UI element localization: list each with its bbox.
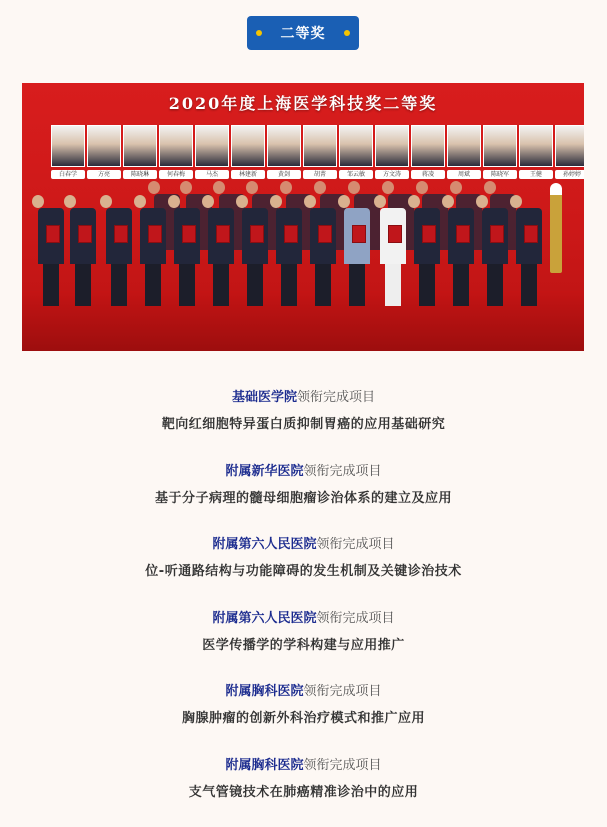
project-title: 基于分子病理的髓母细胞瘤诊治体系的建立及应用 bbox=[154, 491, 452, 506]
winner-portrait bbox=[448, 125, 480, 179]
project-entry bbox=[0, 754, 607, 800]
winner-portrait bbox=[340, 125, 372, 179]
portrait-name: 黄剑 bbox=[267, 170, 301, 179]
project-lead-label: 领衔完成项目 bbox=[316, 611, 395, 626]
project-institution: 附属胸科医院 bbox=[225, 758, 304, 773]
portrait-name: 王健 bbox=[519, 170, 553, 179]
portrait-name: 陈晓军 bbox=[483, 170, 517, 179]
badge-label: 二等奖 bbox=[280, 26, 326, 42]
project-lead-label: 领衔完成项目 bbox=[303, 464, 382, 479]
portrait-name: 陈晓琳 bbox=[123, 170, 157, 179]
portrait-name: 马杰 bbox=[195, 170, 229, 179]
winner-portrait bbox=[556, 125, 584, 179]
project-entry bbox=[0, 460, 607, 506]
winner-portrait bbox=[376, 125, 408, 179]
project-title: 胸腺肿瘤的创新外科治疗模式和推广应用 bbox=[181, 711, 425, 726]
portrait-name: 蒋凌 bbox=[411, 170, 445, 179]
winner-portrait bbox=[304, 125, 336, 179]
winner-portrait bbox=[196, 125, 228, 179]
winner-portrait bbox=[268, 125, 300, 179]
winner-portrait bbox=[124, 125, 156, 179]
project-lead-label: 领衔完成项目 bbox=[303, 684, 382, 699]
project-entry bbox=[0, 533, 607, 579]
winner-portrait bbox=[520, 125, 552, 179]
portrait-name: 邹云敏 bbox=[339, 170, 373, 179]
project-institution: 基础医学院 bbox=[231, 390, 297, 405]
project-title: 支气管镜技术在肺癌精准诊治中的应用 bbox=[188, 785, 419, 800]
project-institution: 附属新华医院 bbox=[225, 464, 304, 479]
winner-portrait bbox=[232, 125, 264, 179]
ceremony-banner-title: 2020年度上海医学科技奖二等奖 bbox=[168, 94, 438, 113]
portrait-name: 方亮 bbox=[87, 170, 121, 179]
award-ceremony-photo bbox=[22, 83, 584, 351]
portrait-name: 孙婷婷 bbox=[555, 170, 584, 179]
award-level-badge bbox=[247, 16, 359, 50]
portrait-name: 周斌 bbox=[447, 170, 481, 179]
awardee-group bbox=[36, 195, 566, 351]
project-institution: 附属第六人民医院 bbox=[212, 537, 317, 552]
badge-dot-right bbox=[344, 30, 350, 36]
portrait-name: 胡菁 bbox=[303, 170, 337, 179]
project-institution: 附属第六人民医院 bbox=[212, 611, 317, 626]
badge-dot-left bbox=[256, 30, 262, 36]
winner-portrait bbox=[160, 125, 192, 179]
project-institution: 附属胸科医院 bbox=[225, 684, 304, 699]
project-lead-label: 领衔完成项目 bbox=[303, 758, 382, 773]
project-entry bbox=[0, 680, 607, 726]
portrait-name: 白春学 bbox=[51, 170, 85, 179]
winner-portrait bbox=[484, 125, 516, 179]
winner-portrait bbox=[88, 125, 120, 179]
winner-portrait bbox=[412, 125, 444, 179]
portrait-name: 方文涛 bbox=[375, 170, 409, 179]
project-title: 医学传播学的学科构建与应用推广 bbox=[202, 638, 405, 653]
project-entry bbox=[0, 386, 607, 432]
project-lead-label: 领衔完成项目 bbox=[297, 390, 376, 405]
project-title: 位-听通路结构与功能障碍的发生机制及关键诊治技术 bbox=[145, 564, 462, 579]
project-lead-label: 领衔完成项目 bbox=[316, 537, 395, 552]
winner-portrait bbox=[52, 125, 84, 179]
project-entry bbox=[0, 607, 607, 653]
winner-portrait-strip bbox=[52, 125, 581, 179]
portrait-name: 林建新 bbox=[231, 170, 265, 179]
project-title: 靶向红细胞特异蛋白质抑制胃癌的应用基础研究 bbox=[161, 417, 446, 432]
portrait-name: 何春梅 bbox=[159, 170, 193, 179]
